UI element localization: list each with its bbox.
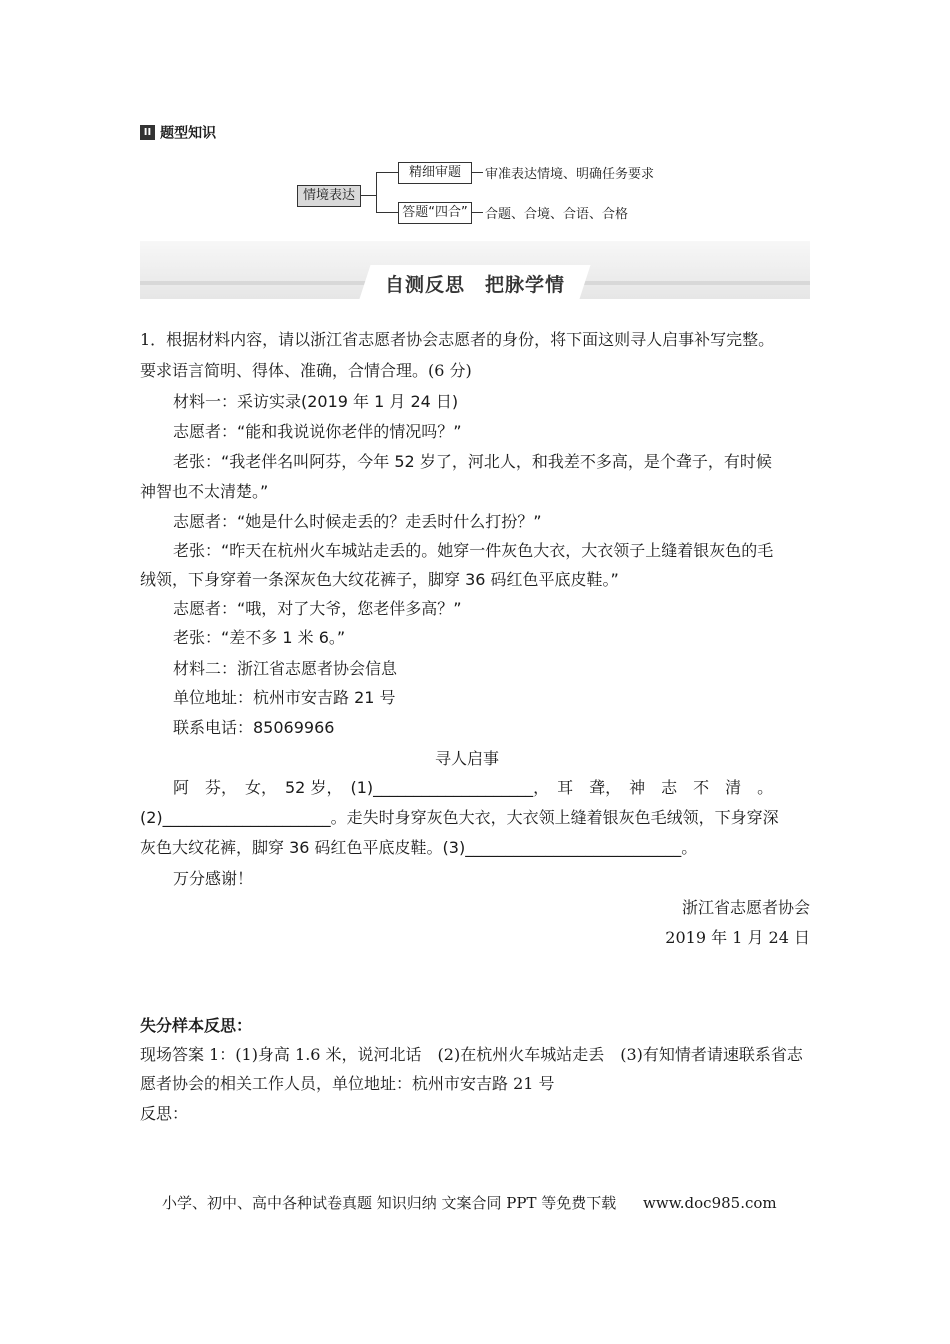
reflection-answer-line2: 愿者协会的相关工作人员，单位地址：杭州市安吉路 21 号 <box>140 1074 555 1093</box>
question-stem-line2: 要求语言简明、得体、准确，合情合理。(6 分) <box>140 361 472 380</box>
dialog-line: 绒领，下身穿着一条深灰色大纹花裤子，脚穿 36 码红色平底皮鞋。” <box>140 570 619 589</box>
notice-line: 阿 芬， 女， 52 岁， (1)____________________， 耳 聋， 神 志 不 清 。 <box>173 778 774 797</box>
footer-url[interactable]: www.doc985.com <box>643 1194 777 1212</box>
notice-line: 灰色大纹花裤，脚穿 36 码红色平底皮鞋。(3)___________________________。 <box>140 838 698 857</box>
diagram-branch-1: 精细审题 <box>398 162 472 184</box>
question-stem-line1: 1．根据材料内容，请以浙江省志愿者协会志愿者的身份，将下面这则寻人启事补写完整。 <box>140 330 775 349</box>
diagram-connector <box>376 172 398 173</box>
section-title: 题型知识 <box>160 125 217 142</box>
dialog-line: 志愿者：“哦，对了大爷，您老伴多高？” <box>173 599 462 618</box>
section-banner <box>140 241 810 299</box>
dialog-line: 志愿者：“她是什么时候走丢的？走丢时什么打扮？” <box>173 512 542 531</box>
section-heading <box>140 122 216 142</box>
footer <box>162 1192 777 1213</box>
section-icon: II <box>140 125 155 140</box>
reflection-answer-line1: 现场答案 1：(1)身高 1.6 米，说河北话 (2)在杭州火车城站走丢 (3)有知情者请速联系省志 <box>140 1045 803 1064</box>
dialog-line: 老张：“昨天在杭州火车城站走丢的。她穿一件灰色大衣，大衣领子上缝着银灰色的毛 <box>173 541 774 560</box>
notice-line: 万分感谢！ <box>173 869 254 888</box>
diagram-branch-2: 答题“四合” <box>398 202 472 224</box>
diagram-connector <box>471 172 483 173</box>
footer-text: 小学、初中、高中各种试卷真题 知识归纳 文案合同 PPT 等免费下载 <box>162 1194 617 1212</box>
diagram-connector <box>376 172 377 213</box>
diagram-connector <box>360 195 376 196</box>
signature-org: 浙江省志愿者协会 <box>681 898 810 917</box>
notice-line: (2)_____________________。走失时身穿灰色大衣，大衣领上缝着银灰色毛绒领，下身穿深 <box>140 808 779 827</box>
diagram-root: 情境表达 <box>297 185 361 207</box>
reflection-label: 反思： <box>140 1104 189 1123</box>
dialog-line: 老张：“差不多 1 米 6。” <box>173 628 346 647</box>
dialog-line: 老张：“我老伴名叫阿芬，今年 52 岁了，河北人，和我差不多高，是个聋子，有时候 <box>173 452 772 471</box>
org-address: 单位地址：杭州市安吉路 21 号 <box>173 688 396 707</box>
org-phone: 联系电话：85069966 <box>173 718 335 737</box>
material-2-title: 材料二：浙江省志愿者协会信息 <box>173 659 398 678</box>
diagram-branch-1-desc: 审准表达情境、明确任务要求 <box>485 167 655 182</box>
diagram-connector <box>376 212 398 213</box>
diagram-branch-2-desc: 合题、合境、合语、合格 <box>485 207 629 222</box>
material-1-title: 材料一：采访实录(2019 年 1 月 24 日) <box>173 392 459 411</box>
dialog-line: 神智也不太清楚。” <box>140 482 269 501</box>
dialog-line: 志愿者：“能和我说说你老伴的情况吗？” <box>173 422 462 441</box>
signature-date: 2019 年 1 月 24 日 <box>665 928 810 947</box>
notice-title: 寻人启事 <box>435 749 500 768</box>
diagram-connector <box>471 212 483 213</box>
banner-title: 自测反思 把脉学情 <box>384 274 565 296</box>
reflection-title: 失分样本反思： <box>140 1016 253 1035</box>
